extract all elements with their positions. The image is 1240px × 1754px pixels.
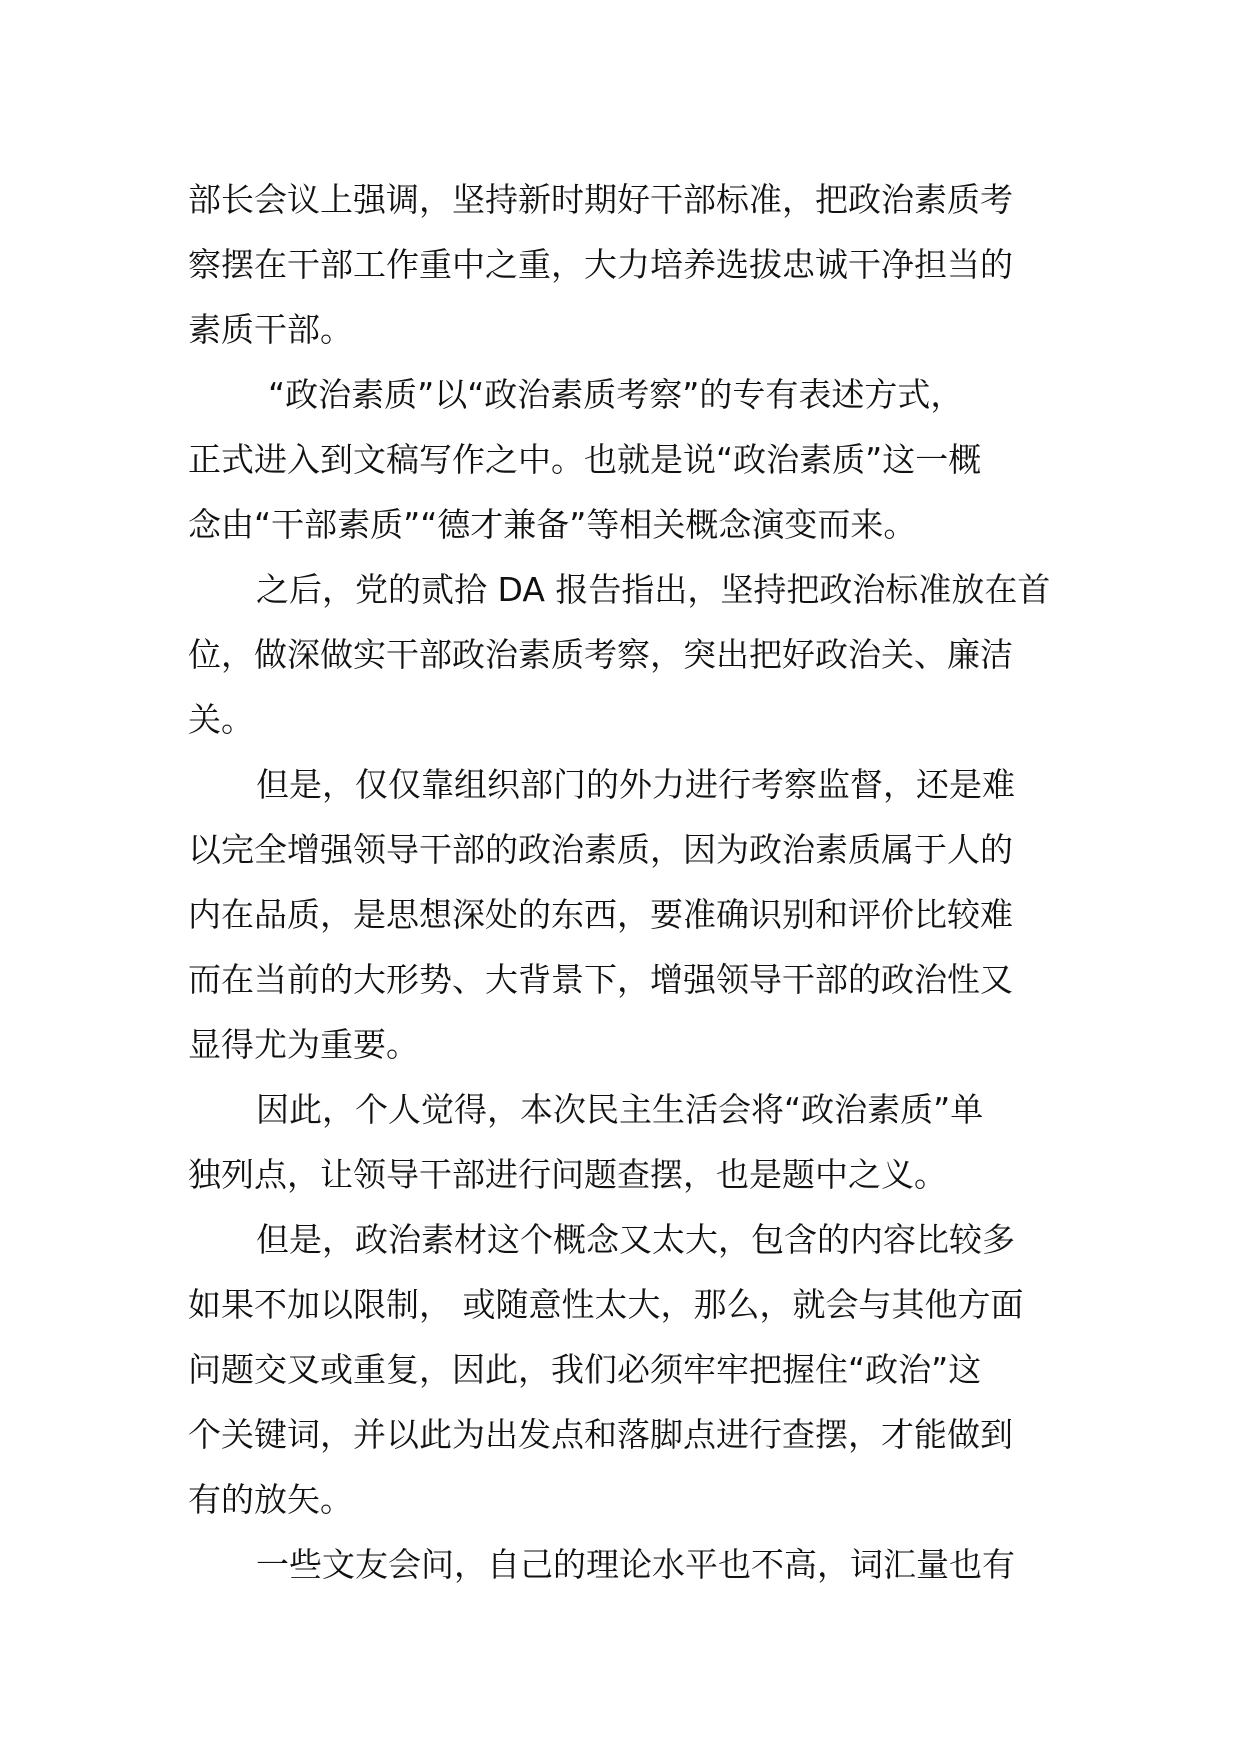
text-line: 一些文友会问，自己的理论水平也不高，词汇量也有 [256, 1545, 1015, 1584]
text-line: 内在品质，是思想深处的东西，要准确识别和评价比较难 [188, 895, 1013, 934]
text-line: 如果不加以限制， 或随意性太大，那么，就会与其他方面 [188, 1285, 1024, 1324]
document-body [188, 167, 1056, 1597]
text-line: “政治素质”以“政治素质考察”的专有表述方式， [268, 375, 964, 414]
paragraph [188, 1532, 1056, 1597]
paragraph [188, 1077, 1056, 1207]
text-line: 个关键词，并以此为出发点和落脚点进行查摆，才能做到 [188, 1415, 1013, 1454]
text-line: 位，做深做实干部政治素质考察，突出把好政治关、廉洁 [188, 635, 1013, 674]
text-line: 关。 [188, 700, 254, 739]
text-line: 有的放矢。 [188, 1480, 353, 1519]
text-line: 独列点，让领导干部进行问题查摆，也是题中之义。 [188, 1155, 947, 1194]
paragraph [188, 167, 1056, 362]
text-line: 显得尤为重要。 [188, 1025, 419, 1064]
text-line: 问题交叉或重复，因此，我们必须牢牢把握住“政治”这 [188, 1350, 982, 1389]
text-line: 而在当前的大形势、大背景下，增强领导干部的政治性又 [188, 960, 1013, 999]
text-line: 以完全增强领导干部的政治素质，因为政治素质属于人的 [188, 830, 1013, 869]
text-line: 念由“干部素质”“德才兼备”等相关概念演变而来。 [188, 505, 917, 544]
text-line: 部长会议上强调，坚持新时期好干部标准，把政治素质考 [188, 180, 1013, 219]
paragraph [188, 557, 1056, 752]
text-line: 但是，仅仅靠组织部门的外力进行考察监督，还是难 [256, 765, 1015, 804]
text-line: 但是，政治素材这个概念又太大，包含的内容比较多 [256, 1220, 1015, 1259]
text-line: 因此，个人觉得，本次民主生活会将“政治素质”单 [256, 1090, 984, 1129]
text-line: 察摆在干部工作重中之重，大力培养选拔忠诚干净担当的 [188, 245, 1013, 284]
paragraph [188, 1207, 1056, 1532]
paragraph [188, 752, 1056, 1077]
text-line: 正式进入到文稿写作之中。也就是说“政治素质”这一概 [188, 440, 982, 479]
paragraph [188, 362, 1056, 557]
text-line: 之后，党的贰拾 DA 报告指出，坚持把政治标准放在首 [256, 570, 1051, 609]
text-line: 素质干部。 [188, 310, 353, 349]
